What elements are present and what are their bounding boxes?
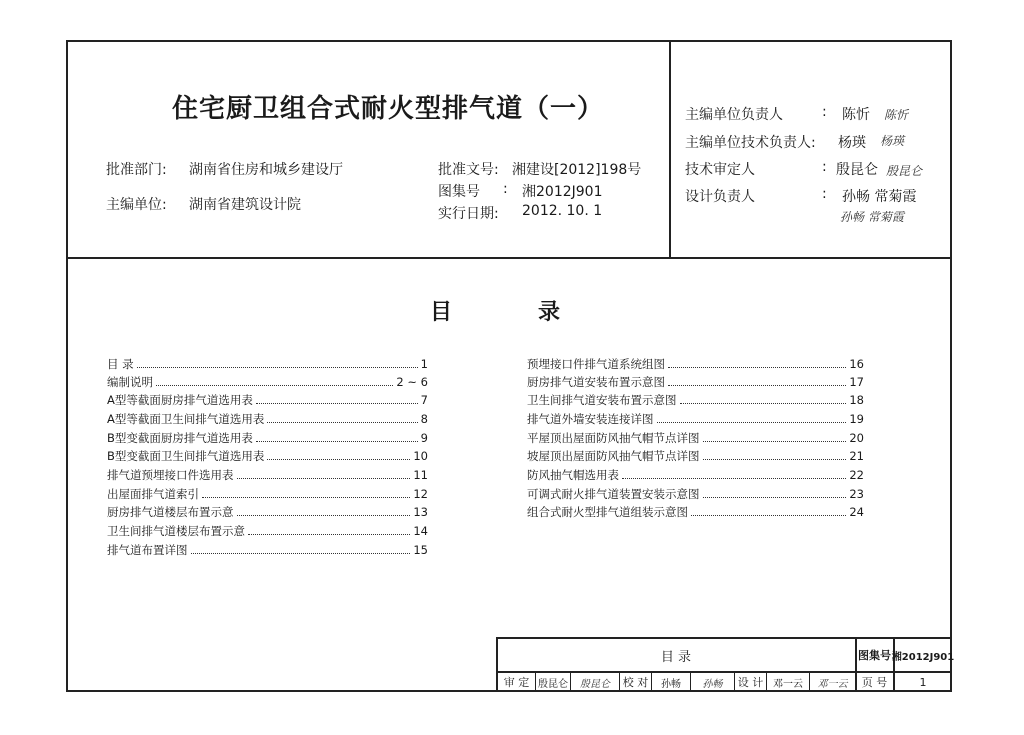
toc-entry-page: 9 [420,430,428,445]
impl-date-label: 实行日期: [438,206,499,222]
toc-entry-label: A型等截面卫生间排气道选用表 [107,411,265,426]
toc-entry-page: 15 [413,542,428,557]
toc-left-row-11[interactable] [107,541,428,558]
toc-entry-label: 排气道预埋接口件选用表 [107,467,234,482]
toc-entry-label: 组合式耐火型排气道组装示意图 [527,504,688,519]
toc-left-row-10[interactable] [107,522,428,539]
responsible-role-2: 主编单位技术负责人: [685,135,816,151]
toc-entry-label: 坡屋顶出屋面防风抽气帽节点详图 [527,448,700,463]
design-name: 邓一云 [773,678,803,690]
editor-unit: 湖南省建筑设计院 [189,197,301,213]
leader-dots [202,497,410,498]
toc-entry-label: 目 录 [107,356,134,371]
leader-dots [237,478,411,479]
leader-dots [668,367,846,368]
leader-dots [156,385,393,386]
toc-entry-page: 2 ~ 6 [396,374,428,389]
leader-dots [680,403,847,404]
toc-left-row-6[interactable] [107,447,428,464]
signature-4: 孙畅 常菊霞 [840,210,904,224]
toc-right-row-5[interactable] [527,429,864,446]
toc-right-row-7[interactable] [527,466,864,483]
toc-right-row-6[interactable] [527,447,864,464]
leader-dots [622,478,846,479]
toc-entry-page: 19 [849,411,864,426]
toc-entry-page: 21 [849,448,864,463]
leader-dots [256,403,418,404]
atlas-no: 湘2012J901 [522,184,603,200]
toc-entry-page: 7 [420,392,428,407]
toc-entry-label: 卫生间排气道安装布置示意图 [527,392,677,407]
toc-left-row-5[interactable] [107,429,428,446]
toc-left-row-9[interactable] [107,503,428,520]
toc-entry-page: 22 [849,467,864,482]
leader-dots [137,367,418,368]
atlas-no-label: 图集号 [438,184,480,200]
toc-entry-label: 编制说明 [107,374,153,389]
leader-dots [267,459,410,460]
toc-entry-page: 11 [413,467,428,482]
toc-right-row-1[interactable] [527,355,864,372]
approval-dept-label: 批准部门: [106,162,167,178]
responsible-colon-1: : [822,104,827,120]
toc-entry-label: 出屋面排气道索引 [107,486,199,501]
responsible-role-3: 技术审定人 [685,162,755,178]
review-name: 殷昆仑 [538,678,568,690]
toc-entry-label: B型变截面厨房排气道选用表 [107,430,253,445]
toc-entry-page: 17 [849,374,864,389]
toc-entry-label: B型变截面卫生间排气道选用表 [107,448,265,463]
toc-entry-page: 10 [413,448,428,463]
toc-left-row-7[interactable] [107,466,428,483]
toc-left-row-4[interactable] [107,410,428,427]
toc-entry-page: 1 [420,356,428,371]
toc-entry-label: A型等截面厨房排气道选用表 [107,392,253,407]
toc-entry-page: 20 [849,430,864,445]
atlas-no-cell-value: 湘2012J901 [891,651,955,663]
impl-date: 2012. 10. 1 [522,203,603,219]
approval-dept: 湖南省住房和城乡建设厅 [189,162,343,178]
toc-entry-page: 12 [413,486,428,501]
toc-entry-page: 13 [413,504,428,519]
check-label: 校 对 [622,676,649,689]
toc-right-row-4[interactable] [527,410,864,427]
signature-1: 陈忻 [884,108,909,122]
toc-entry-label: 平屋顶出屋面防风抽气帽节点详图 [527,430,700,445]
responsible-name-1: 陈忻 [842,107,870,123]
toc-entry-page: 14 [413,523,428,538]
toc-title-right: 录 [538,300,561,325]
design-label: 设 计 [737,676,764,689]
leader-dots [703,459,847,460]
responsible-colon-3: : [822,159,827,175]
leader-dots [248,534,410,535]
leader-dots [237,515,411,516]
sheet-title: 目 录 [660,649,692,665]
leader-dots [657,422,847,423]
atlas-no-colon: : [503,181,508,197]
leader-dots [691,515,846,516]
toc-entry-label: 卫生间排气道楼层布置示意 [107,523,245,538]
toc-entry-label: 厨房排气道安装布置示意图 [527,374,665,389]
approval-no: 湘建设[2012]198号 [512,162,642,178]
leader-dots [668,385,846,386]
toc-left-row-2[interactable] [107,373,428,390]
toc-left-row-1[interactable] [107,355,428,372]
responsible-role-4: 设计负责人 [685,189,755,205]
toc-entry-page: 23 [849,486,864,501]
toc-entry-label: 厨房排气道楼层布置示意 [107,504,234,519]
design-signature: 邓一云 [817,678,848,690]
signature-2: 杨瑛 [880,134,905,148]
toc-right-row-2[interactable] [527,373,864,390]
header-vertical-divider [669,40,671,258]
approval-no-label: 批准文号: [438,162,499,178]
leader-dots [703,497,847,498]
page-number: 1 [919,675,927,689]
responsible-role-1: 主编单位负责人 [685,107,783,123]
editor-unit-label: 主编单位: [106,197,167,213]
toc-left-row-3[interactable] [107,391,428,408]
responsible-name-3: 殷昆仑 [836,162,878,178]
toc-entry-page: 18 [849,392,864,407]
atlas-no-cell-label: 图集号 [858,649,891,662]
leader-dots [191,553,411,554]
toc-title-left: 目 [430,300,453,325]
toc-right-row-8[interactable] [527,485,864,502]
review-label: 审 定 [503,676,530,689]
toc-entry-page: 24 [849,504,864,519]
toc-entry-label: 排气道外墙安装连接详图 [527,411,654,426]
toc-entry-label: 排气道布置详图 [107,542,188,557]
signature-3: 殷昆仑 [886,164,923,178]
leader-dots [703,441,847,442]
check-signature: 孙畅 [702,678,723,690]
responsible-colon-4: : [822,186,827,202]
toc-entry-page: 16 [849,356,864,371]
toc-entry-label: 防风抽气帽选用表 [527,467,619,482]
review-signature: 殷昆仑 [580,678,610,690]
leader-dots [267,422,417,423]
toc-entry-label: 预埋接口件排气道系统组图 [527,356,665,371]
atlas-title: 住宅厨卫组合式耐火型排气道（一） [172,94,605,124]
leader-dots [256,441,418,442]
toc-right-row-9[interactable] [527,503,864,520]
toc-right-row-3[interactable] [527,391,864,408]
responsible-name-2: 杨瑛 [838,135,866,151]
page-label: 页 号 [861,676,888,689]
check-name: 孙畅 [661,678,681,690]
header-divider [66,257,952,259]
toc-entry-label: 可调式耐火排气道装置安装示意图 [527,486,700,501]
toc-entry-page: 8 [420,411,428,426]
responsible-name-4: 孙畅 常菊霞 [842,189,917,205]
toc-left-row-8[interactable] [107,485,428,502]
